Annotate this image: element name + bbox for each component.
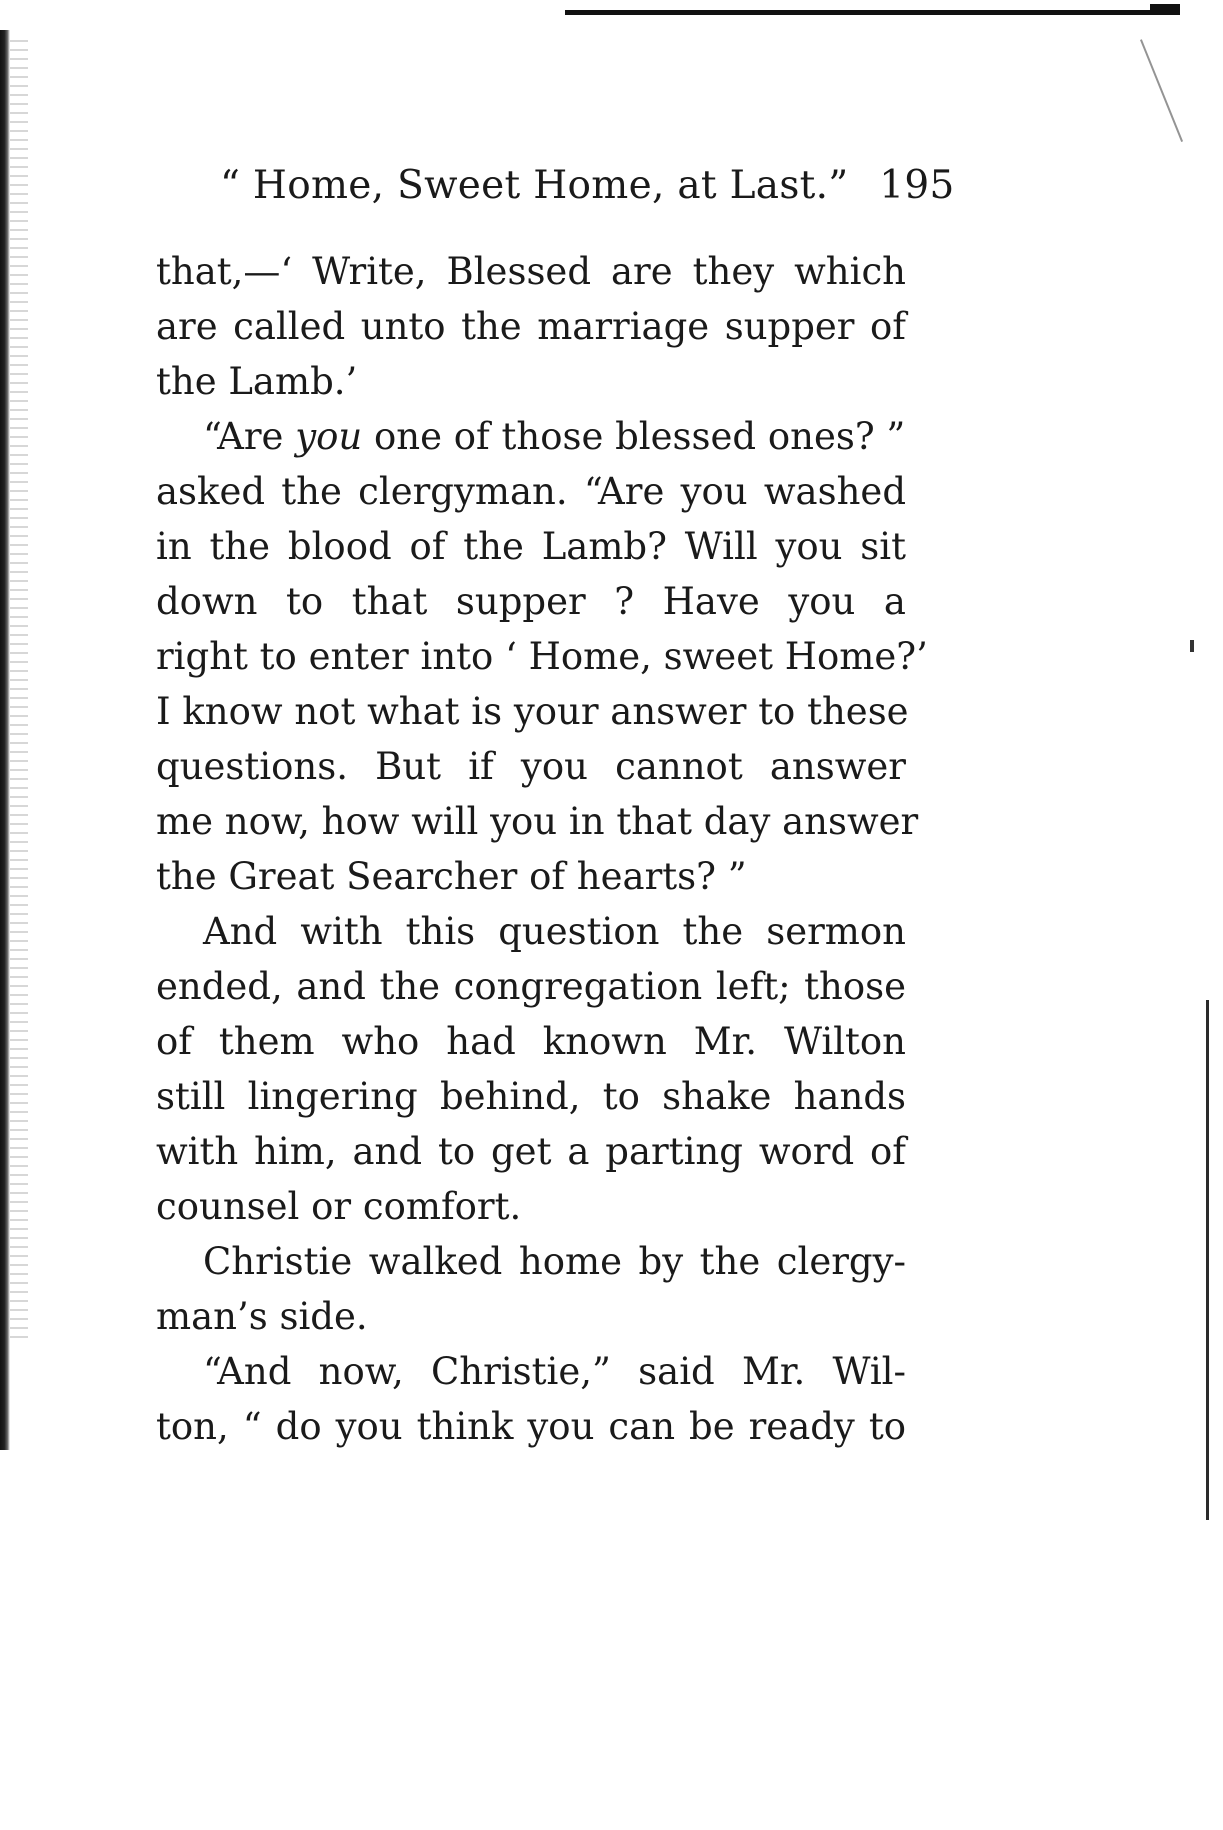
text-line: that,—‘ Write, Blessed are they which xyxy=(156,250,906,293)
page-text xyxy=(156,150,955,1454)
text-line: the Lamb.’ xyxy=(156,360,358,403)
text-line-first: Christie walked home by the clergy- xyxy=(203,1240,906,1283)
scan-edge-texture xyxy=(10,40,28,1340)
scan-diagonal-mark xyxy=(1140,39,1183,142)
text-line: asked the clergyman. “Are you washed xyxy=(156,470,906,513)
page-number: 195 xyxy=(879,163,955,208)
text-line-first xyxy=(156,409,906,464)
text-line: I know not what is your answer to these xyxy=(156,690,909,733)
text-run: one of those blessed ones? ” xyxy=(362,415,906,458)
text-line: in the blood of the Lamb? Will you sit xyxy=(156,525,906,568)
scan-right-rule xyxy=(1206,1000,1209,1520)
paragraph-3 xyxy=(156,904,906,1234)
text-line: are called unto the marriage supper of xyxy=(156,305,906,348)
text-line: questions. But if you cannot answer xyxy=(156,745,906,788)
paragraph-1 xyxy=(156,244,906,409)
text-line: still lingering behind, to shake hands xyxy=(156,1075,906,1118)
text-line: of them who had known Mr. Wilton xyxy=(156,1020,906,1063)
text-line-first: “And now, Christie,” said Mr. Wil- xyxy=(203,1350,906,1393)
italic-word: you xyxy=(295,415,363,458)
text-line: right to enter into ‘ Home, sweet Home?’ xyxy=(156,635,928,678)
scan-binding-shadow xyxy=(0,30,10,1450)
scan-top-rule-end xyxy=(1150,4,1180,15)
text-line: counsel or comfort. xyxy=(156,1185,522,1228)
paragraph-5 xyxy=(156,1344,906,1454)
running-head xyxy=(220,160,955,212)
text-line: man’s side. xyxy=(156,1295,368,1338)
text-line: ton, “ do you think you can be ready to xyxy=(156,1405,906,1448)
scan-speck xyxy=(1190,640,1194,652)
text-line: with him, and to get a parting word of xyxy=(156,1130,906,1173)
text-line: ended, and the congregation left; those xyxy=(156,965,906,1008)
text-line-first: And with this question the sermon xyxy=(203,910,906,953)
scan-top-rule xyxy=(565,10,1180,15)
text-run: “Are xyxy=(203,415,296,458)
text-line: me now, how will you in that day answer xyxy=(156,800,919,843)
running-head-title: “ Home, Sweet Home, at Last.” xyxy=(220,163,849,208)
text-line: down to that supper ? Have you a xyxy=(156,580,906,623)
paragraph-4 xyxy=(156,1234,906,1344)
text-line: the Great Searcher of hearts? ” xyxy=(156,855,747,898)
paragraph-2 xyxy=(156,409,928,904)
